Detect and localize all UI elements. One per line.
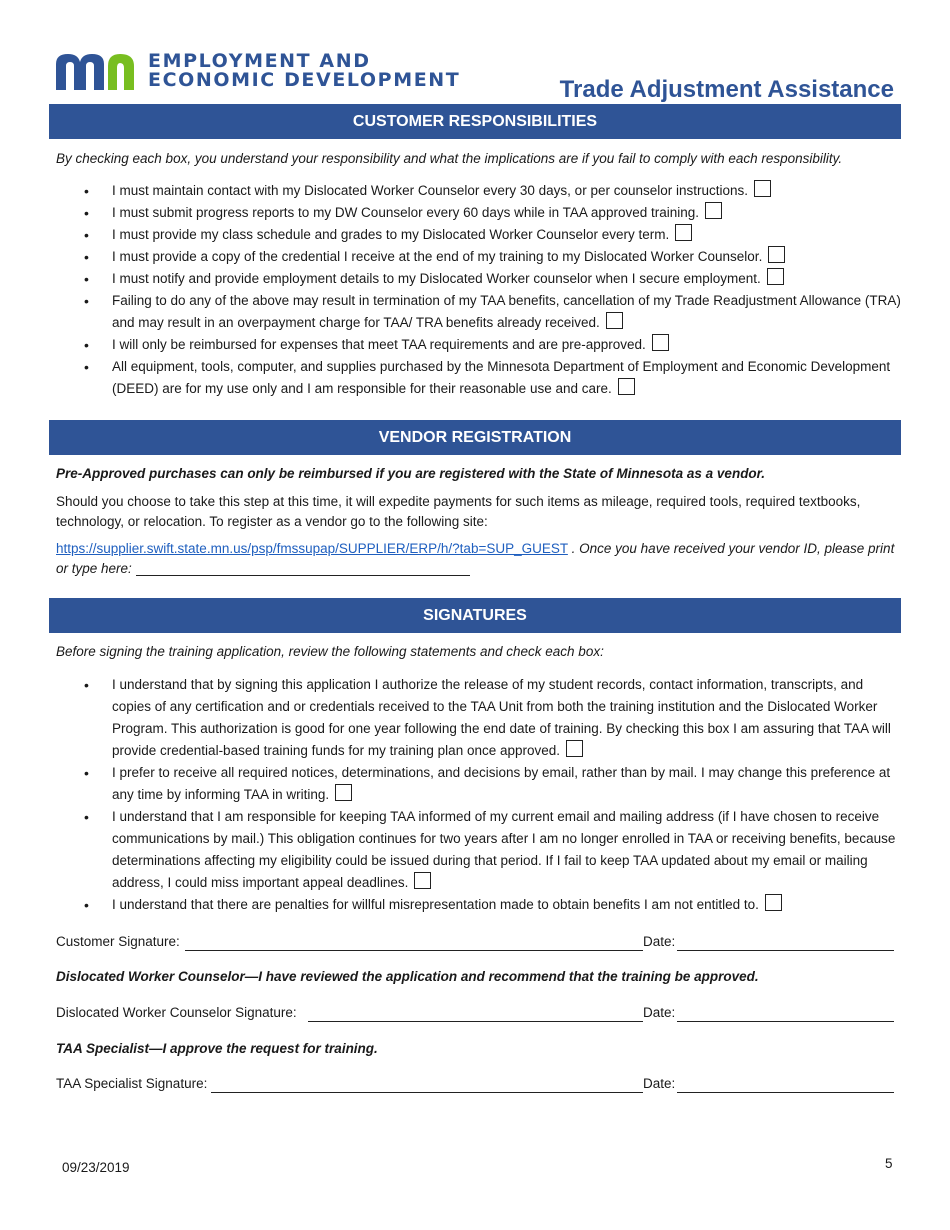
signatures-heading: SIGNATURES xyxy=(49,598,901,633)
date-label: Date: xyxy=(643,1076,676,1091)
counselor-signature-row xyxy=(56,1003,894,1023)
responsibility-item: • I must provide a copy of the credential I receive at the end of my training to my Dislocated Worker Counselor. xyxy=(56,246,901,268)
statement-item: • I understand that I am responsible for keeping TAA informed of my current email and mailing address (if I have chosen to receive communications by mail.) This obligation continues for two years after I am no longer enrolled in TAA or receiving benefits, because determinations affecting my eligibility could be issued during that period. If I fail to keep TAA updated about my email or mailing address, I could miss important appeal deadlines. xyxy=(56,806,901,894)
responsibility-item: • I will only be reimbursed for expenses that meet TAA requirements and are pre-approved. xyxy=(56,334,901,356)
mn-logo-mark-icon xyxy=(56,54,136,90)
counselor-signature-field[interactable] xyxy=(308,1003,643,1022)
logo-text xyxy=(148,52,460,90)
responsibility-item: • I must notify and provide employment details to my Dislocated Worker counselor when I secure employment. xyxy=(56,268,901,290)
counselor-signature-label: Dislocated Worker Counselor Signature: xyxy=(56,1005,297,1020)
customer-responsibilities-heading: CUSTOMER RESPONSIBILITIES xyxy=(49,104,901,139)
statement-checkbox[interactable] xyxy=(765,894,782,911)
logo-line-1: EMPLOYMENT AND xyxy=(148,50,371,72)
responsibility-checkbox[interactable] xyxy=(618,378,635,395)
counselor-date-field[interactable] xyxy=(677,1003,894,1022)
customer-signature-label: Customer Signature: xyxy=(56,934,180,949)
vendor-link-paragraph xyxy=(56,539,901,579)
footer-date: 09/23/2019 xyxy=(62,1160,130,1175)
responsibility-checkbox[interactable] xyxy=(675,224,692,241)
responsibility-item: • I must submit progress reports to my DW Counselor every 60 days while in TAA approved training. xyxy=(56,202,901,224)
responsibility-item: • All equipment, tools, computer, and supplies purchased by the Minnesota Department of Employment and Economic Development (DEED) are for my use only and I am responsible for their reasonable use and care. xyxy=(56,356,901,400)
statement-checkbox[interactable] xyxy=(414,872,431,889)
vendor-body: Should you choose to take this step at this time, it will expedite payments for such items as mileage, required tools, required textbooks, technology, or relocation. To register as a vendor go to the following site: xyxy=(56,494,861,529)
vendor-registration-heading: VENDOR REGISTRATION xyxy=(49,420,901,455)
responsibility-checkbox[interactable] xyxy=(768,246,785,263)
statement-checkbox[interactable] xyxy=(566,740,583,757)
vendor-registration-link[interactable]: https://supplier.swift.state.mn.us/psp/fmssupap/SUPPLIER/ERP/h/?tab=SUP_GUEST xyxy=(56,541,568,556)
responsibility-checkbox[interactable] xyxy=(606,312,623,329)
page-number: 5 xyxy=(885,1156,893,1171)
responsibility-item: • I must maintain contact with my Dislocated Worker Counselor every 30 days, or per counselor instructions. xyxy=(56,180,901,202)
responsibility-checkbox[interactable] xyxy=(705,202,722,219)
specialist-date-field[interactable] xyxy=(677,1074,894,1093)
logo-line-2: ECONOMIC DEVELOPMENT xyxy=(148,69,461,91)
customer-signature-field[interactable] xyxy=(185,932,643,951)
statement-checkbox[interactable] xyxy=(335,784,352,801)
specialist-signature-field[interactable] xyxy=(211,1074,643,1093)
date-label: Date: xyxy=(643,934,676,949)
date-label: Date: xyxy=(643,1005,676,1020)
customer-date-field[interactable] xyxy=(677,932,894,951)
customer-responsibilities-list xyxy=(56,180,901,400)
statement-item: • I prefer to receive all required notices, determinations, and decisions by email, rather than by mail. I may change this preference at any time by informing TAA in writing. xyxy=(56,762,901,806)
vendor-notice: Pre-Approved purchases can only be reimbursed if you are registered with the State of Minnesota as a vendor. xyxy=(56,466,765,481)
signatures-intro: Before signing the training application, review the following statements and check each box: xyxy=(56,644,604,659)
deed-logo xyxy=(56,50,461,92)
statement-item: • I understand that there are penalties for willful misrepresentation made to obtain benefits I am not entitled to. xyxy=(56,894,901,916)
vendor-id-field[interactable] xyxy=(136,561,470,576)
responsibility-checkbox[interactable] xyxy=(754,180,771,197)
customer-signature-row xyxy=(56,932,894,952)
responsibility-checkbox[interactable] xyxy=(652,334,669,351)
responsibility-item: • I must provide my class schedule and grades to my Dislocated Worker Counselor every term. xyxy=(56,224,901,246)
responsibility-checkbox[interactable] xyxy=(767,268,784,285)
specialist-signature-label: TAA Specialist Signature: xyxy=(56,1076,208,1091)
document-title: Trade Adjustment Assistance xyxy=(559,76,894,103)
responsibility-item: • Failing to do any of the above may result in termination of my TAA benefits, cancellation of my Trade Readjustment Allowance (TRA) and may result in an overpayment charge for TAA/ TRA benefits already received. xyxy=(56,290,901,334)
specialist-statement: TAA Specialist—I approve the request for training. xyxy=(56,1041,378,1056)
statement-item: • I understand that by signing this application I authorize the release of my student records, contact information, transcripts, and copies of any certification and or credentials received to the TAA Unit from both the training institution and the Dislocated Worker Program. This authorization is good for one year following the end date of training. By checking this box I am assuring that TAA will provide credential-based training funds for my training plan once approved. xyxy=(56,674,901,762)
signature-statements-list xyxy=(56,674,901,916)
vendor-after-link: . Once you have received your vendor ID, please print or type here: xyxy=(56,541,895,576)
specialist-signature-row xyxy=(56,1074,894,1094)
customer-intro: By checking each box, you understand your responsibility and what the implications are if you fail to comply with each responsibility. xyxy=(56,151,843,166)
counselor-statement: Dislocated Worker Counselor—I have reviewed the application and recommend that the training be approved. xyxy=(56,969,759,984)
